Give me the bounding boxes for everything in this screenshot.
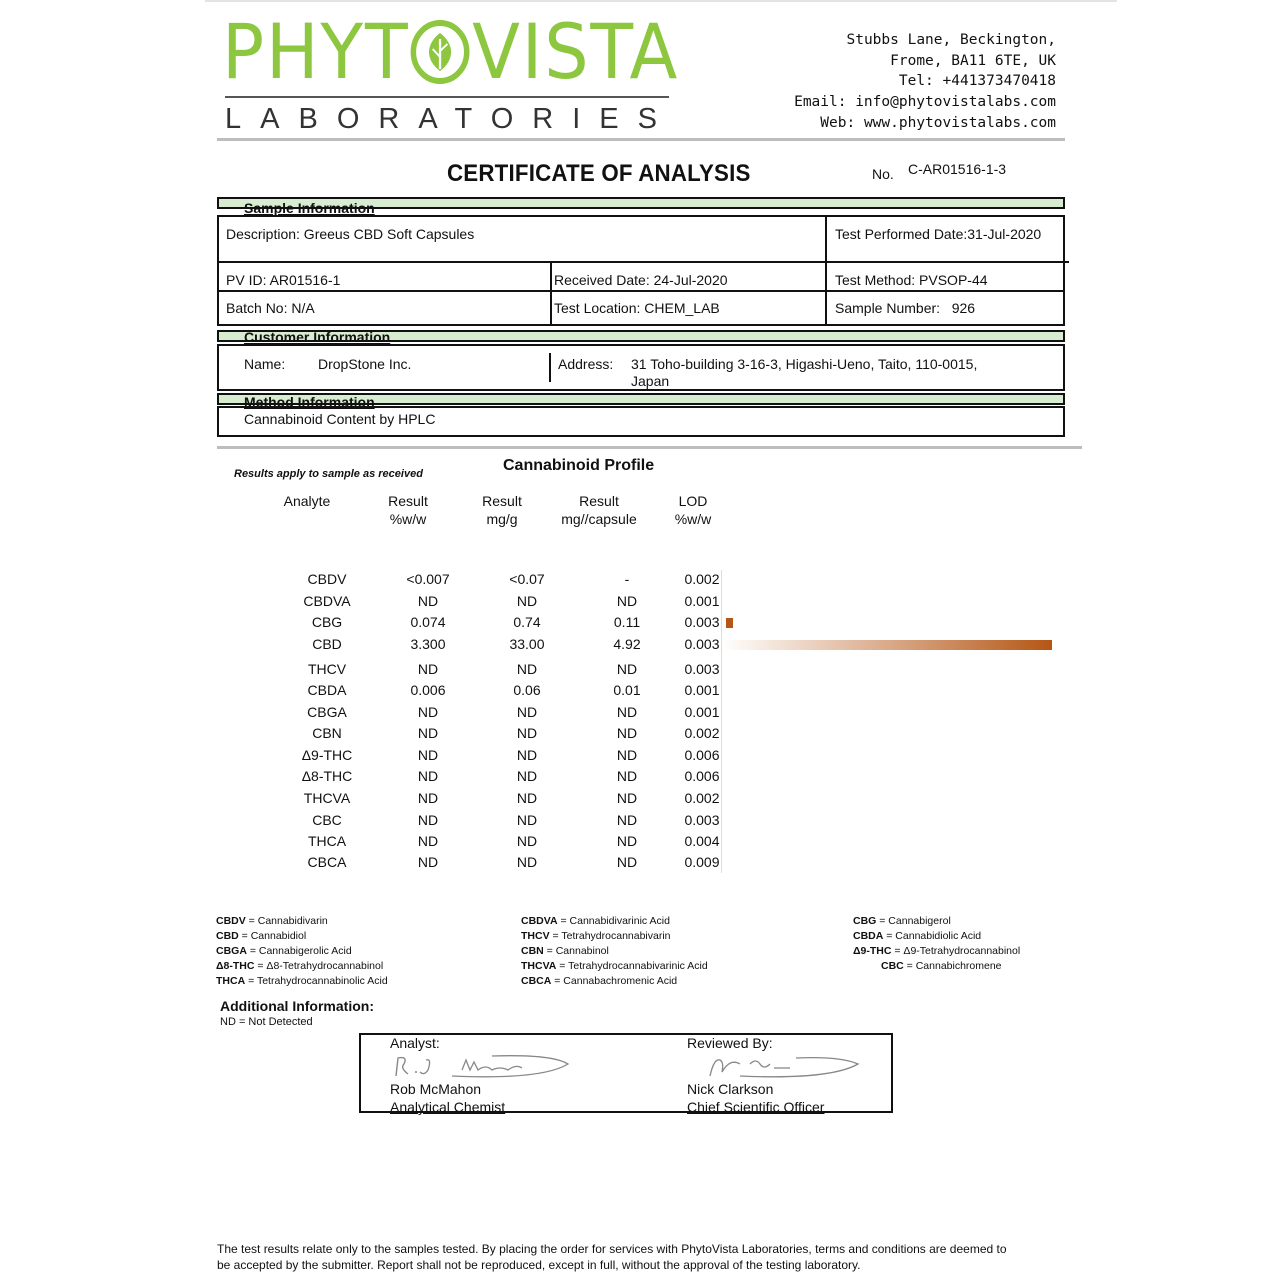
test-performed-date: Test Performed Date:31-Jul-2020 xyxy=(835,226,1042,242)
leaf-logo-icon xyxy=(410,19,471,85)
table-row xyxy=(0,704,1280,722)
address-line-2: Frome, BA11 6TE, UK xyxy=(890,52,1056,69)
certificate-number: C-AR01516-1-3 xyxy=(908,161,1007,177)
result-mg-cell: 0.74 xyxy=(513,614,541,630)
analyte-cell: CBD xyxy=(312,636,342,652)
certificate-no-label: No. xyxy=(872,166,894,182)
table-row xyxy=(0,593,1280,611)
glossary-def: = Cannabichromene xyxy=(903,960,1002,972)
lod-cell: 0.003 xyxy=(684,614,720,630)
analyst-role: Analytical Chemist xyxy=(390,1099,506,1115)
reviewer-role: Chief Scientific Officer xyxy=(687,1099,825,1115)
glossary-abbr: Δ8-THC xyxy=(216,960,255,972)
result-pct-cell: ND xyxy=(417,747,439,763)
table-row xyxy=(0,790,1280,808)
result-pct-cell: ND xyxy=(417,661,439,677)
header-result-mg xyxy=(472,492,532,528)
result-cap-cell: ND xyxy=(616,593,638,609)
lod-cell: 0.006 xyxy=(684,768,720,784)
result-cap-cell: ND xyxy=(616,704,638,720)
pv-id: PV ID: AR01516-1 xyxy=(226,272,341,288)
glossary-entry xyxy=(521,944,708,959)
brand-subtitle: LABORATORIES xyxy=(225,103,676,135)
customer-info-title: Customer Information xyxy=(244,329,391,345)
customer-address-line-1: 31 Toho-building 3-16-3, Higashi-Ueno, Taito, 110-0015, xyxy=(631,356,978,372)
glossary-col-2 xyxy=(521,914,708,989)
result-cap-cell: ND xyxy=(616,747,638,763)
lod-cell: 0.002 xyxy=(684,725,720,741)
lod-cell: 0.002 xyxy=(684,790,720,806)
method-info-title: Method Information xyxy=(244,394,375,410)
analyte-cell: THCA xyxy=(307,833,347,849)
table-row xyxy=(0,571,1280,589)
glossary-abbr: CBDA xyxy=(853,930,884,942)
glossary-abbr: CBD xyxy=(216,930,239,942)
result-cap-cell: - xyxy=(624,571,630,587)
sample-description: Description: Greeus CBD Soft Capsules xyxy=(226,226,475,242)
result-cap-cell: ND xyxy=(616,768,638,784)
brand-name-left: PHYT xyxy=(222,7,410,96)
result-cap-cell: 0.01 xyxy=(613,682,641,698)
result-mg-cell: ND xyxy=(516,854,538,870)
glossary-abbr: THCV xyxy=(521,930,550,942)
customer-name-label: Name: xyxy=(244,356,286,372)
address-line-1: Stubbs Lane, Beckington, xyxy=(846,32,1056,48)
analyte-cell: CBC xyxy=(312,812,342,828)
header-result-cap-1: Result xyxy=(579,493,619,509)
result-cap-cell: ND xyxy=(616,661,638,677)
glossary-entry xyxy=(216,944,388,959)
header-analyte: Analyte xyxy=(283,493,331,509)
sample-divider-3 xyxy=(825,215,827,326)
glossary-col-1 xyxy=(216,914,388,989)
test-location: Test Location: CHEM_LAB xyxy=(554,300,720,316)
lod-cell: 0.004 xyxy=(684,833,720,849)
result-cap-cell: ND xyxy=(616,833,638,849)
result-mg-cell: <0.07 xyxy=(509,571,545,587)
result-pct-cell: 0.074 xyxy=(410,614,446,630)
address-line-5: Web: www.phytovistalabs.com xyxy=(820,114,1056,131)
analyst-label: Analyst: xyxy=(390,1035,440,1051)
result-mg-cell: ND xyxy=(516,725,538,741)
lod-cell: 0.002 xyxy=(684,571,720,587)
glossary-def: = Tetrahydrocannabivarin xyxy=(549,930,671,942)
method-text: Cannabinoid Content by HPLC xyxy=(244,411,436,427)
table-row xyxy=(0,661,1280,679)
glossary-def: = Cannabigerol xyxy=(876,915,951,927)
table-row xyxy=(0,682,1280,700)
result-cap-cell: ND xyxy=(616,812,638,828)
customer-address-line-2: Japan xyxy=(631,373,670,389)
brand-logo xyxy=(222,7,680,96)
customer-address-label: Address: xyxy=(558,356,614,372)
glossary-def: = Cannabachromenic Acid xyxy=(551,975,678,987)
glossary-def: = Tetrahydrocannabinolic Acid xyxy=(245,975,388,987)
lod-cell: 0.001 xyxy=(684,682,720,698)
glossary-abbr: THCA xyxy=(216,975,246,987)
analyte-cell: THCVA xyxy=(303,790,351,806)
result-pct-cell: ND xyxy=(417,768,439,784)
lod-cell: 0.003 xyxy=(684,661,720,677)
result-mg-cell: ND xyxy=(516,790,538,806)
analyte-cell: CBGA xyxy=(307,704,347,720)
reviewer-label: Reviewed By: xyxy=(687,1035,773,1051)
table-row xyxy=(0,747,1280,765)
glossary-def: = Cannabidivarin xyxy=(245,915,328,927)
result-cap-cell: 0.11 xyxy=(613,614,641,630)
glossary-def: = Cannabidiolic Acid xyxy=(883,930,982,942)
table-row xyxy=(0,812,1280,830)
glossary-def: = Cannabidivarinic Acid xyxy=(557,915,670,927)
lab-address xyxy=(794,30,1056,134)
analyst-name: Rob McMahon xyxy=(390,1081,482,1097)
result-mg-cell: ND xyxy=(516,833,538,849)
header-result-mg-2: mg/g xyxy=(486,511,518,527)
result-pct-cell: ND xyxy=(417,593,439,609)
table-row xyxy=(0,725,1280,743)
result-pct-cell: ND xyxy=(417,790,439,806)
brand-name-right: VISTA xyxy=(472,7,680,96)
lod-cell: 0.009 xyxy=(684,854,720,870)
result-mg-cell: ND xyxy=(516,768,538,784)
header-result-pct-2: %w/w xyxy=(389,511,427,527)
reviewer-name: Nick Clarkson xyxy=(687,1081,774,1097)
glossary-entry xyxy=(853,914,1020,929)
glossary-def: = Tetrahydrocannabivarinic Acid xyxy=(556,960,708,972)
address-line-4: Email: info@phytovistalabs.com xyxy=(794,94,1056,111)
result-mg-cell: 33.00 xyxy=(509,636,545,652)
reviewer-signature-icon xyxy=(700,1050,865,1082)
glossary-entry xyxy=(216,929,388,944)
glossary-abbr: CBDV xyxy=(216,915,246,927)
header-lod xyxy=(663,492,723,528)
header-result-pct-1: Result xyxy=(388,493,428,509)
glossary-def: = Δ9-Tetrahydrocannabinol xyxy=(891,945,1021,957)
glossary-abbr: Δ9-THC xyxy=(853,945,892,957)
glossary-entry xyxy=(521,914,708,929)
lod-cell: 0.003 xyxy=(684,812,720,828)
glossary-def: = Δ8-Tetrahydrocannabinol xyxy=(254,960,384,972)
result-pct-cell: ND xyxy=(417,812,439,828)
glossary-abbr: CBN xyxy=(521,945,544,957)
result-cap-cell: ND xyxy=(616,854,638,870)
result-pct-cell: <0.007 xyxy=(406,571,450,587)
glossary-entry xyxy=(853,944,1020,959)
lod-cell: 0.003 xyxy=(684,636,720,652)
table-row xyxy=(0,768,1280,786)
additional-info-nd: ND = Not Detected xyxy=(220,1016,313,1028)
glossary-def: = Cannabigerolic Acid xyxy=(246,945,352,957)
result-pct-cell: 0.006 xyxy=(410,682,446,698)
certificate-title: CERTIFICATE OF ANALYSIS xyxy=(447,160,751,187)
glossary-entry xyxy=(853,929,1020,944)
header-lod-1: LOD xyxy=(678,493,708,509)
glossary-entry xyxy=(521,959,708,974)
footer-disclaimer: The test results relate only to the samples tested. By placing the order for services with PhytoVista Laboratories, terms and conditions are deemed to be accepted by the submitter. Report shall not be reproduced, except in full, without the approval of the testing laboratory. xyxy=(217,1242,1007,1272)
header-result-cap xyxy=(559,492,639,528)
analyte-cell: CBDA xyxy=(307,682,347,698)
glossary-abbr: CBGA xyxy=(216,945,247,957)
results-note: Results apply to sample as received xyxy=(234,468,423,480)
header-lod-2: %w/w xyxy=(674,511,712,527)
header-result-cap-2: mg//capsule xyxy=(561,511,637,527)
batch-no: Batch No: N/A xyxy=(226,300,315,316)
customer-name: DropStone Inc. xyxy=(318,356,412,372)
sample-info-title: Sample Information xyxy=(244,200,375,216)
result-mg-cell: ND xyxy=(516,593,538,609)
table-row xyxy=(0,636,1280,654)
sample-divider-2 xyxy=(550,262,552,326)
result-pct-cell: ND xyxy=(417,725,439,741)
glossary-abbr: CBG xyxy=(853,915,877,927)
table-row xyxy=(0,833,1280,851)
glossary-entry xyxy=(216,959,388,974)
glossary-entry xyxy=(216,974,388,989)
glossary-entry xyxy=(216,914,388,929)
analyte-cell: Δ8-THC xyxy=(301,768,353,784)
glossary-entry xyxy=(853,959,1020,974)
result-pct-cell: ND xyxy=(417,704,439,720)
sample-row-line-1 xyxy=(217,261,1069,263)
result-pct-cell: 3.300 xyxy=(410,636,446,652)
result-mg-cell: ND xyxy=(516,747,538,763)
lod-cell: 0.006 xyxy=(684,747,720,763)
result-mg-cell: ND xyxy=(516,704,538,720)
bar-cbd xyxy=(722,640,1052,650)
glossary-entry xyxy=(521,974,708,989)
lod-cell: 0.001 xyxy=(684,593,720,609)
result-mg-cell: ND xyxy=(516,661,538,677)
customer-divider xyxy=(549,353,551,382)
top-rule xyxy=(205,0,1117,2)
profile-title: Cannabinoid Profile xyxy=(503,457,655,474)
glossary-abbr: CBC xyxy=(881,960,904,972)
glossary-abbr: THCVA xyxy=(521,960,557,972)
result-mg-cell: 0.06 xyxy=(513,682,541,698)
analyte-cell: Δ9-THC xyxy=(301,747,353,763)
result-cap-cell: ND xyxy=(616,790,638,806)
logo-divider xyxy=(225,96,669,98)
glossary-abbr: CBDVA xyxy=(521,915,558,927)
address-line-3: Tel: +441373470418 xyxy=(898,73,1056,90)
analyte-cell: CBDVA xyxy=(303,593,351,609)
additional-info-title: Additional Information: xyxy=(220,998,374,1014)
table-row xyxy=(0,614,1280,632)
result-pct-cell: ND xyxy=(417,854,439,870)
header-result-pct xyxy=(378,492,438,528)
lod-cell: 0.001 xyxy=(684,704,720,720)
test-method: Test Method: PVSOP-44 xyxy=(835,272,988,288)
sample-number: Sample Number: 926 xyxy=(835,300,976,316)
glossary-col-3 xyxy=(853,914,1020,974)
glossary-def: = Cannabinol xyxy=(543,945,609,957)
section-rule xyxy=(217,446,1082,449)
received-date: Received Date: 24-Jul-2020 xyxy=(554,272,728,288)
glossary-abbr: CBCA xyxy=(521,975,552,987)
analyte-cell: THCV xyxy=(307,661,347,677)
header-result-mg-1: Result xyxy=(482,493,522,509)
analyst-signature-icon xyxy=(392,1050,577,1082)
result-pct-cell: ND xyxy=(417,833,439,849)
result-mg-cell: ND xyxy=(516,812,538,828)
analyte-cell: CBCA xyxy=(307,854,347,870)
analyte-cell: CBDV xyxy=(307,571,347,587)
result-cap-cell: ND xyxy=(616,725,638,741)
table-row xyxy=(0,854,1280,872)
bar-cbg xyxy=(726,618,733,628)
analyte-cell: CBG xyxy=(311,614,343,630)
analyte-cell: CBN xyxy=(312,725,342,741)
glossary-def: = Cannabidiol xyxy=(238,930,307,942)
result-cap-cell: 4.92 xyxy=(613,636,641,652)
glossary-entry xyxy=(521,929,708,944)
header-rule xyxy=(217,138,1065,141)
sample-row-line-2 xyxy=(217,290,1065,292)
